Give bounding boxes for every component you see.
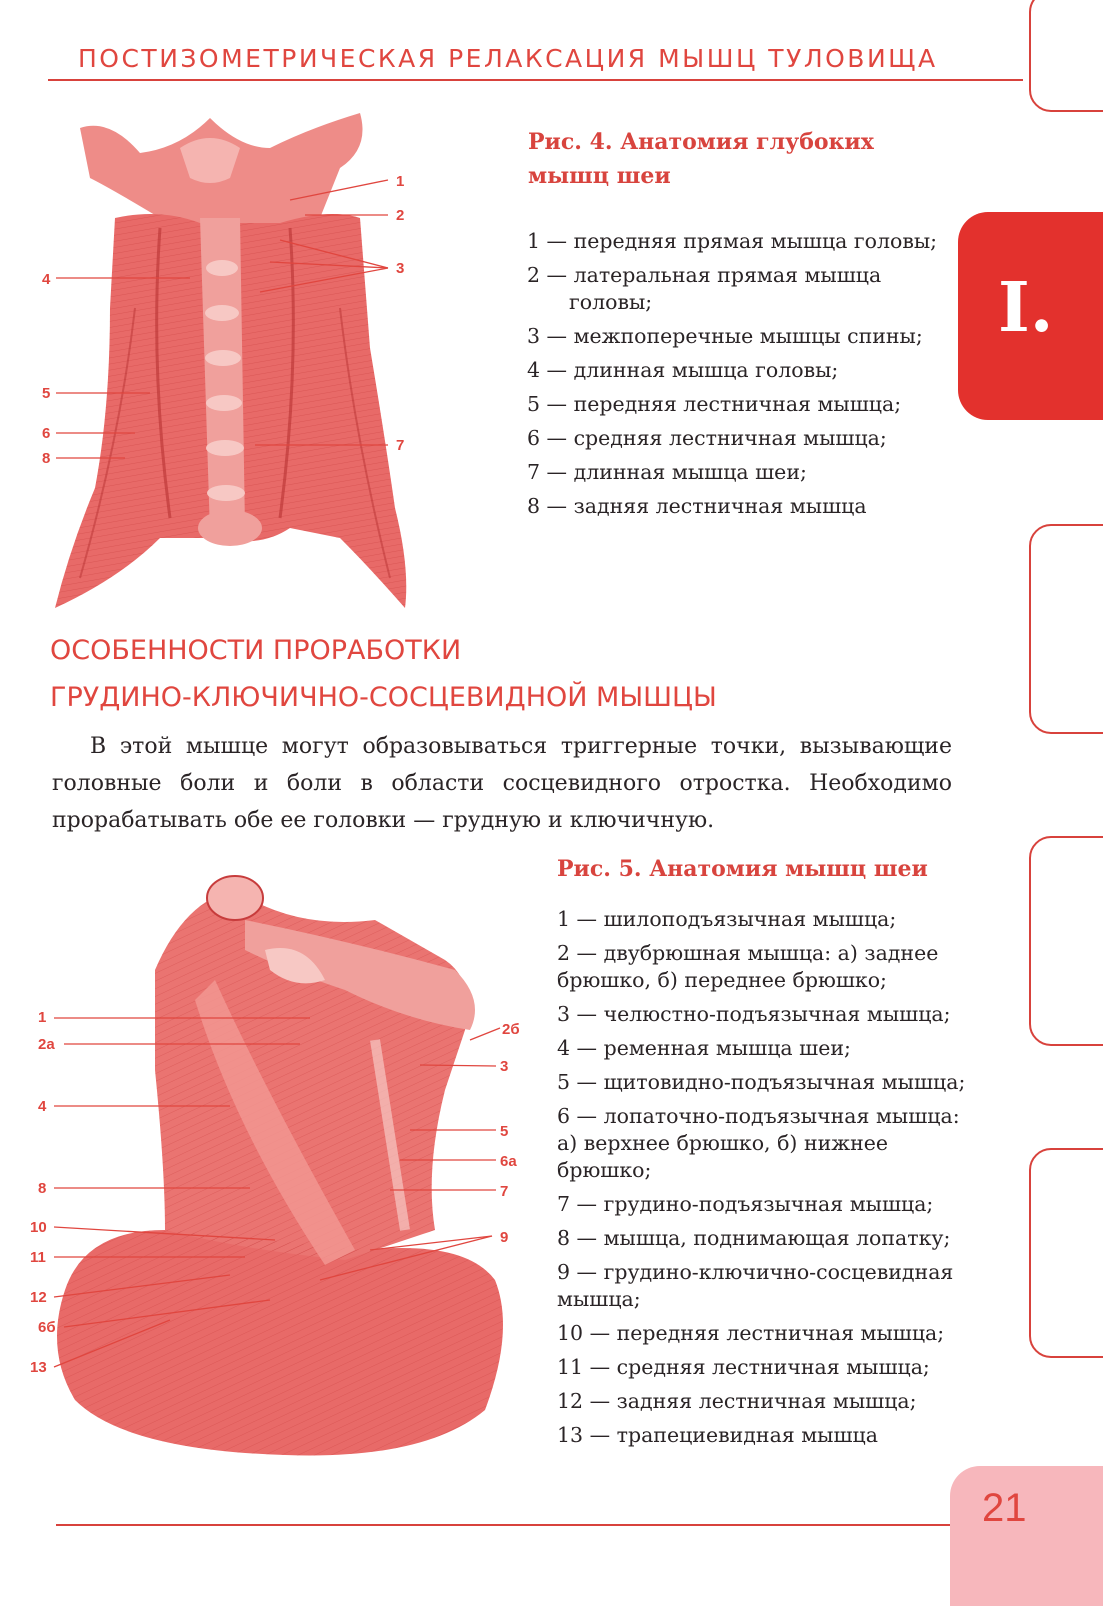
fig4-callout-3: 3 — [396, 260, 405, 277]
legend-item: 4 — ременная мышца шеи; — [557, 1036, 851, 1060]
legend-item: 5 — щитовидно-подъязычная мышца; — [557, 1070, 966, 1094]
figure4-callouts — [30, 160, 420, 490]
fig5-callout-5: 5 — [500, 1123, 509, 1140]
legend-item: 3 — челюстно-подъязычная мышца; — [557, 1002, 951, 1026]
legend-item: 1 — шилоподъязычная мышца; — [557, 907, 897, 931]
fig4-callout-4: 4 — [42, 271, 51, 288]
paragraph-text: В этой мышце могут образовываться триггерные точки, вызывающие головные боли и боли в области сосцевидного отростка. Необходимо прорабатывать обе ее головки — грудную и ключичную. — [52, 734, 952, 833]
legend-item: 8 — задняя лестничная мышца — [527, 494, 867, 518]
fig5-callout-6a: 6а — [500, 1153, 517, 1170]
figure4-legend — [527, 228, 947, 527]
fig5-callout-4: 4 — [38, 1098, 47, 1115]
legend-item: 7 — длинная мышца шеи; — [527, 460, 807, 484]
legend-item: 10 — передняя лестничная мышца; — [557, 1321, 945, 1345]
fig5-callout-9: 9 — [500, 1229, 509, 1246]
fig5-callout-2b: 2б — [502, 1021, 520, 1038]
fig4-callout-5: 5 — [42, 385, 51, 402]
side-tab-outline-4[interactable] — [1029, 1148, 1103, 1358]
legend-item: 2 — латеральная прямая мышца головы; — [527, 263, 882, 314]
side-tab-active[interactable] — [958, 212, 1103, 420]
legend-item: 5 — передняя лестничная мышца; — [527, 392, 902, 416]
section-paragraph — [52, 728, 952, 839]
page-number-box — [950, 1466, 1103, 1606]
fig4-callout-7: 7 — [396, 437, 405, 454]
legend-item: 7 — грудино-подъязычная мышца; — [557, 1192, 934, 1216]
fig5-callout-1: 1 — [38, 1009, 47, 1026]
page-number: 21 — [982, 1486, 1027, 1530]
fig4-callout-1: 1 — [396, 173, 405, 190]
side-tab-outline-2[interactable] — [1029, 524, 1103, 734]
legend-item: 12 — задняя лестничная мышца; — [557, 1389, 917, 1413]
fig4-callout-6: 6 — [42, 425, 51, 442]
section-heading-line1: ОСОБЕННОСТИ ПРОРАБОТКИ — [50, 635, 462, 666]
fig5-callout-7: 7 — [500, 1183, 509, 1200]
fig5-callout-3: 3 — [500, 1058, 509, 1075]
fig5-callout-6b: 6б — [38, 1319, 56, 1336]
legend-item: 11 — средняя лестничная мышца; — [557, 1355, 930, 1379]
legend-item: 1 — передняя прямая мышца головы; — [527, 229, 938, 253]
section-heading-line2: ГРУДИНО-КЛЮЧИЧНО-СОСЦЕВИДНОЙ МЫШЦЫ — [50, 682, 717, 713]
fig5-callout-13: 13 — [30, 1359, 47, 1376]
fig5-callout-12: 12 — [30, 1289, 47, 1306]
fig5-callout-8: 8 — [38, 1180, 47, 1197]
legend-item: 3 — межпоперечные мышцы спины; — [527, 324, 923, 348]
legend-item: 6 — лопаточно-подъязычная мышца: а) верхнее брюшко, б) нижнее брюшко; — [557, 1104, 960, 1182]
legend-item: 8 — мышца, поднимающая лопатку; — [557, 1226, 951, 1250]
side-tab-outline-top[interactable] — [1029, 0, 1103, 112]
legend-item: 4 — длинная мышца головы; — [527, 358, 839, 382]
side-tab-outline-3[interactable] — [1029, 836, 1103, 1046]
figure5-callouts — [30, 1000, 530, 1380]
fig5-callout-11: 11 — [30, 1249, 46, 1266]
fig5-callout-10: 10 — [30, 1219, 47, 1236]
legend-item: 9 — грудино-ключично-сосцевидная мышца; — [557, 1260, 954, 1311]
figure5-legend — [557, 906, 967, 1456]
header-rule — [48, 79, 1023, 81]
figure5-title: Рис. 5. Анатомия мышц шеи — [557, 856, 928, 882]
fig5-callout-2a: 2а — [38, 1036, 55, 1053]
legend-item: 2 — двубрюшная мышца: а) заднее брюшко, б) переднее брюшко; — [557, 941, 939, 992]
fig4-callout-8: 8 — [42, 450, 51, 467]
legend-item: 6 — средняя лестничная мышца; — [527, 426, 887, 450]
side-tab-label: I. — [998, 268, 1054, 348]
legend-item: 13 — трапециевидная мышца — [557, 1423, 878, 1447]
figure4-title: Рис. 4. Анатомия глубоких мышц шеи — [528, 129, 874, 189]
footer-rule — [56, 1524, 952, 1526]
fig4-callout-2: 2 — [396, 207, 405, 224]
running-header: ПОСТИЗОМЕТРИЧЕСКАЯ РЕЛАКСАЦИЯ МЫШЦ ТУЛОВИЩА — [78, 44, 938, 73]
